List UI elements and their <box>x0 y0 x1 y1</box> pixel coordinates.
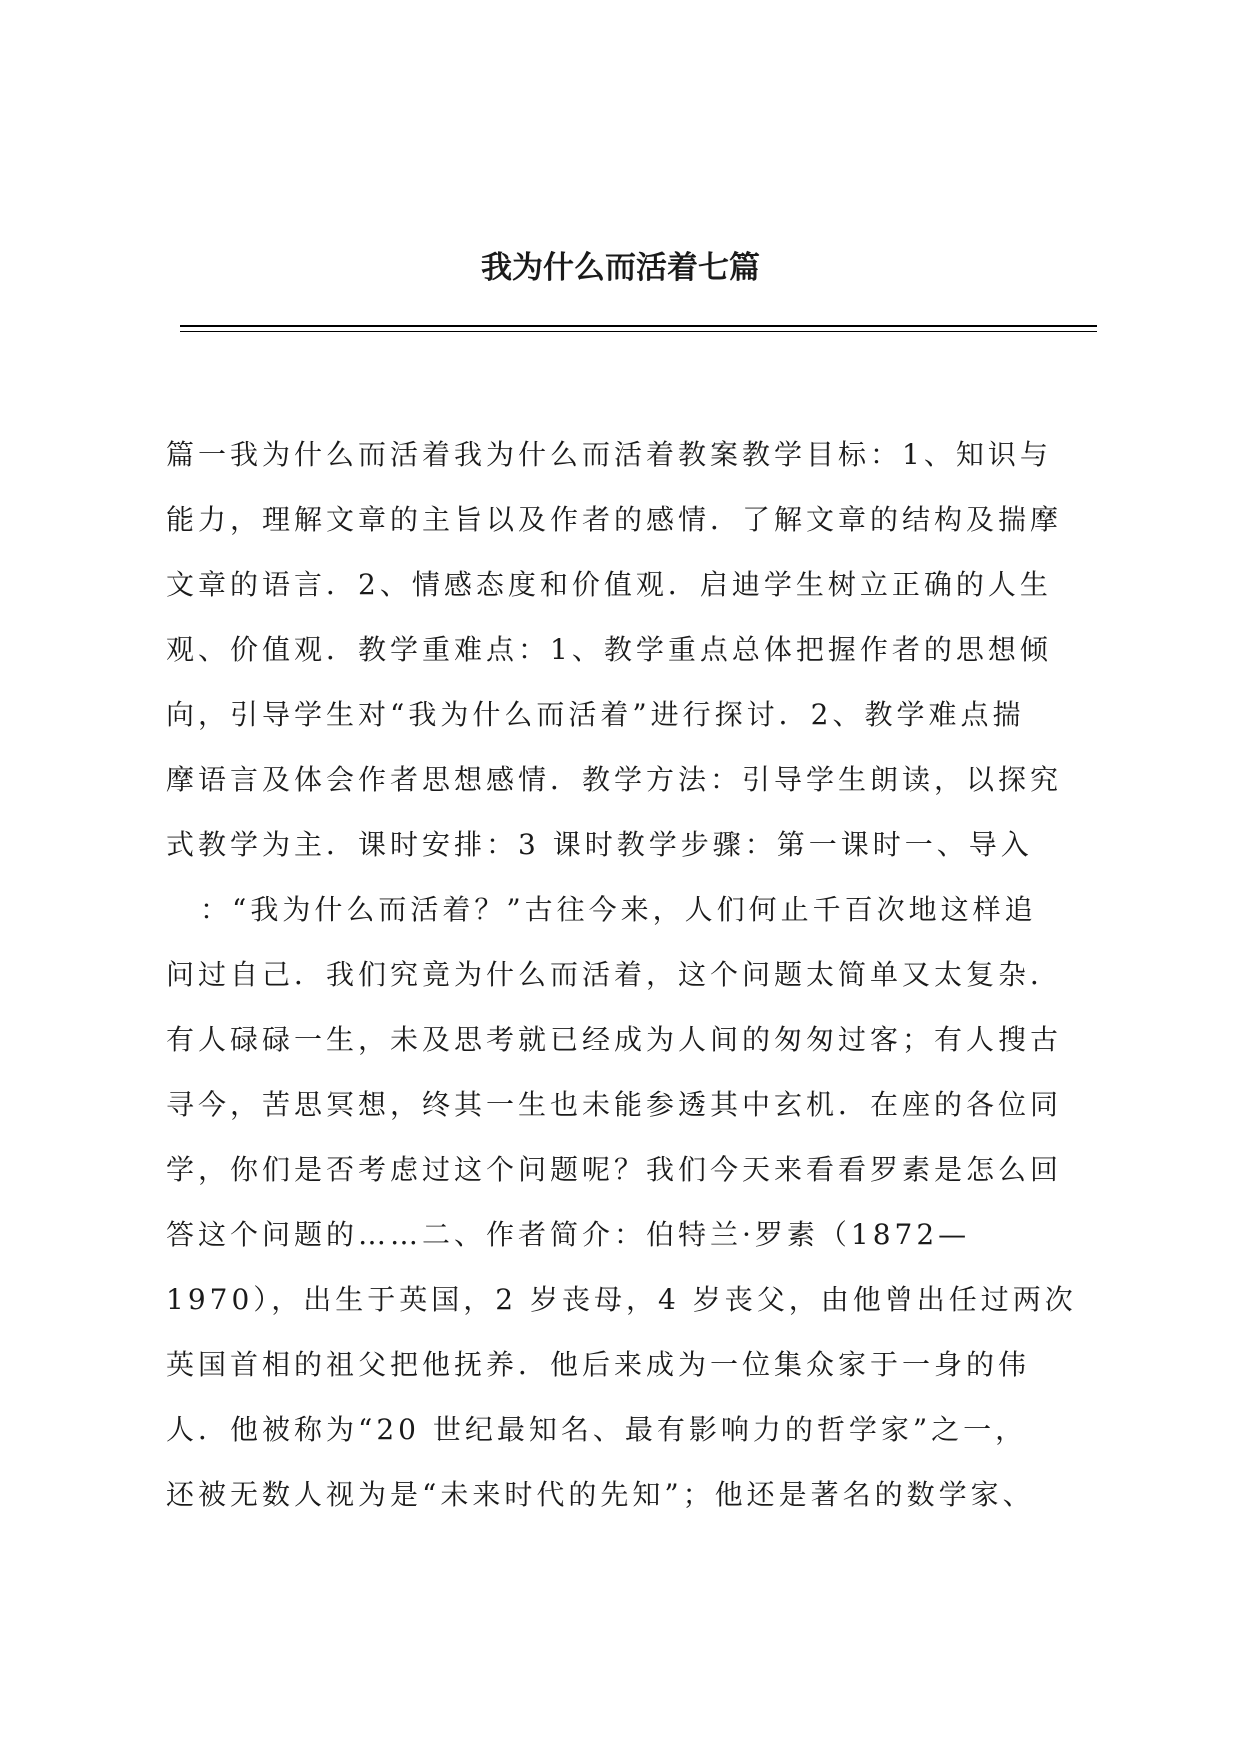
document-body <box>166 422 1096 1527</box>
body-line: 文章的语言．2、情感态度和价值观．启迪学生树立正确的人生 <box>166 568 1052 601</box>
body-line: 寻今，苦思冥想，终其一生也未能参透其中玄机．在座的各位同 <box>166 1088 1063 1121</box>
body-line: 1970），出生于英国，2 岁丧母，4 岁丧父，由他曾出任过两次 <box>166 1283 1077 1316</box>
body-line: 摩语言及体会作者思想感情．教学方法：引导学生朗读，以探究 <box>166 763 1063 796</box>
document-title: 我为什么而活着七篇 <box>481 250 760 286</box>
body-line: 有人碌碌一生，未及思考就已经成为人间的匆匆过客；有人搜古 <box>166 1023 1063 1056</box>
body-line: 学，你们是否考虑过这个问题呢？我们今天来看看罗素是怎么回 <box>166 1153 1063 1186</box>
body-line: 篇一我为什么而活着我为什么而活着教案教学目标：1、知识与 <box>166 438 1052 471</box>
body-line: 能力，理解文章的主旨以及作者的感情．了解文章的结构及揣摩 <box>166 503 1063 536</box>
body-line: 向，引导学生对“我为什么而活着”进行探讨．2、教学难点揣 <box>166 698 1025 731</box>
body-line: 观、价值观．教学重难点：1、教学重点总体把握作者的思想倾 <box>166 633 1052 666</box>
body-line: 问过自己．我们究竟为什么而活着，这个问题太简单又太复杂． <box>166 958 1063 991</box>
body-line: ：“我为什么而活着？”古往今来，人们何止千百次地这样追 <box>200 893 1037 926</box>
body-line: 式教学为主．课时安排：3 课时教学步骤：第一课时一、导入 <box>166 828 1033 861</box>
body-line: 人．他被称为“20 世纪最知名、最有影响力的哲学家”之一， <box>166 1413 1028 1446</box>
body-line: 答这个问题的……二、作者简介：伯特兰·罗素（1872— <box>166 1218 971 1251</box>
title-divider <box>180 325 1097 327</box>
title-divider-thin <box>180 331 1097 332</box>
body-line: 还被无数人视为是“未来时代的先知”；他还是著名的数学家、 <box>166 1478 1035 1511</box>
body-line: 英国首相的祖父把他抚养．他后来成为一位集众家于一身的伟 <box>166 1348 1031 1381</box>
